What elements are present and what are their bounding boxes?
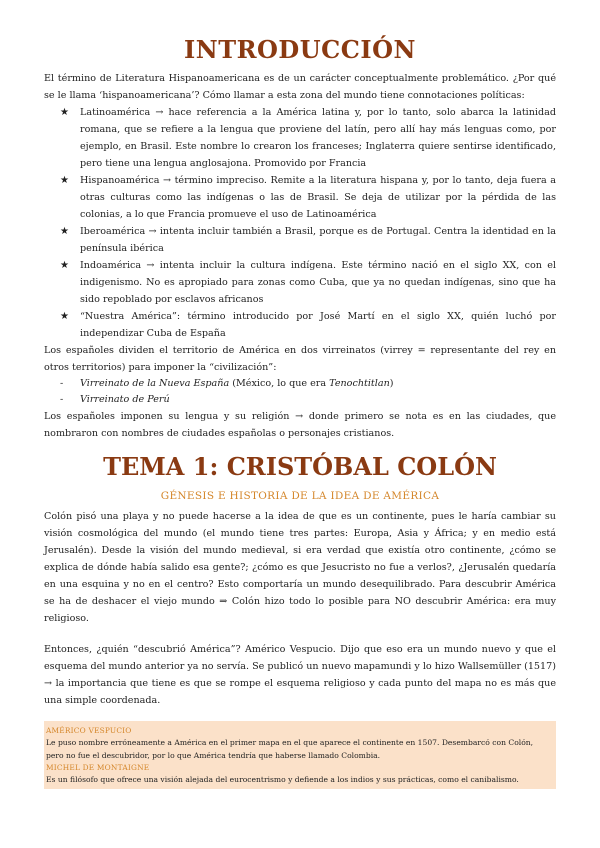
list-item: ★ Hispanoamérica → término impreciso. Remite a la literatura hispana y, por lo tanto, deja fuera a otras culturas como las indígenas o las de Brasil. Se deja de utilizar por la pérdida de las colonias, a lo que Francia promueve el uso de Latinoamérica bbox=[80, 172, 556, 223]
list-item: ★ Indoamérica → intenta incluir la cultura indígena. Este término nació en el siglo XX, con el indigenismo. No es apropiado para zonas como Cuba, que ya no quedan indígenas, sino que ha sido repoblado por esclavos africanos bbox=[80, 257, 556, 308]
note-text: Es un filósofo que ofrece una visión alejada del eurocentrismo y defiende a los indios y sus prácticas, como el canibalismo. bbox=[46, 775, 519, 784]
tema-title: TEMA 1: CRISTÓBAL COLÓN bbox=[103, 452, 497, 481]
document-page bbox=[44, 0, 556, 789]
note-text: Le puso nombre erróneamente a América en el primer mapa en el que aparece el continente en 1507. Desembarcó con Colón, pero no fue el descubridor, por lo que América tendría que haberse llamado Colombia. bbox=[46, 738, 534, 760]
notes-box bbox=[44, 721, 556, 789]
virreinato-name: Virreinato de Perú bbox=[80, 394, 170, 405]
intro-title: INTRODUCCIÓN bbox=[184, 35, 416, 64]
names-list bbox=[44, 104, 556, 342]
virreinato-name: Virreinato de la Nueva España bbox=[80, 378, 230, 389]
list-item: ★ “Nuestra América”: término introducido por José Martí en el siglo XX, quién luchó por independizar Cuba de España bbox=[80, 308, 556, 342]
virreinato-detail-end: ) bbox=[389, 378, 394, 389]
virreinatos-list bbox=[44, 376, 556, 408]
city-name: Tenochtitlan bbox=[329, 378, 390, 389]
virreinato-detail: (México, lo que era bbox=[229, 378, 330, 389]
intro-paragraph-2: Los españoles dividen el territorio de América en dos virreinatos (virrey = representante del rey en otros territorios) para imponer la “civilización”: bbox=[44, 345, 556, 373]
tema-subtitle: GÉNESIS E HISTORIA DE LA IDEA DE AMÉRICA bbox=[160, 490, 440, 502]
list-item bbox=[80, 376, 556, 392]
list-item bbox=[80, 392, 556, 408]
note-heading: AMÉRICO VESPUCIO bbox=[46, 726, 132, 735]
tema-paragraph-2: Entonces, ¿quién “descubrió América”? Américo Vespucio. Dijo que eso era un mundo nuevo y que el esquema del mundo anterior ya no servía. Se publicó un nuevo mapamundi y lo hizo Wallsemüller (1517) → la importancia que tiene es que se rompe el esquema religioso y cada punto del mapa no es más que una simple coordenada. bbox=[44, 644, 556, 706]
intro-paragraph-1: El término de Literatura Hispanoamericana es de un carácter conceptualmente problemático. ¿Por qué se le llama ‘hispanoamericana’? Cómo llamar a esta zona del mundo tiene connotaciones políticas: bbox=[44, 73, 556, 101]
list-item: ★ Latinoamérica → hace referencia a la América latina y, por lo tanto, solo abarca la latinidad romana, que se refiere a la lengua que proviene del latín, pero allí hay más lenguas como, por ejemplo, en Brasil. Este nombre lo crearon los franceses; Inglaterra quiere sentirse identificado, pero tiene una lengua anglosajona. Promovido por Francia bbox=[80, 104, 556, 172]
intro-paragraph-3: Los españoles imponen su lengua y su religión → donde primero se nota es en las ciudades, que nombraron con nombres de ciudades españolas o personajes cristianos. bbox=[44, 411, 556, 439]
list-item: ★ Iberoamérica → intenta incluir también a Brasil, porque es de Portugal. Centra la identidad en la península ibérica bbox=[80, 223, 556, 257]
tema-paragraph-1: Colón pisó una playa y no puede hacerse a la idea de que es un continente, pues le haría cambiar su visión cosmológica del mundo (el mundo tiene tres partes: Europa, Asia y África; y en medio está Jerusalén). Desde la visión del mundo medieval, si era verdad que existía otro continente, ¿cómo se explica de dónde había salido esa gente?; ¿cómo es que Jesucristo no fue a verlos?, ¿Jerusalén quedaría en una esquina y no en el centro? Esto comportaría un mundo desequilibrado. Para descubrir América se ha de deshacer el viejo mundo ⇒ Colón hizo todo lo posible para NO descubrir América: era muy religioso. bbox=[44, 511, 556, 624]
note-heading: MICHEL DE MONTAIGNE bbox=[46, 763, 150, 772]
